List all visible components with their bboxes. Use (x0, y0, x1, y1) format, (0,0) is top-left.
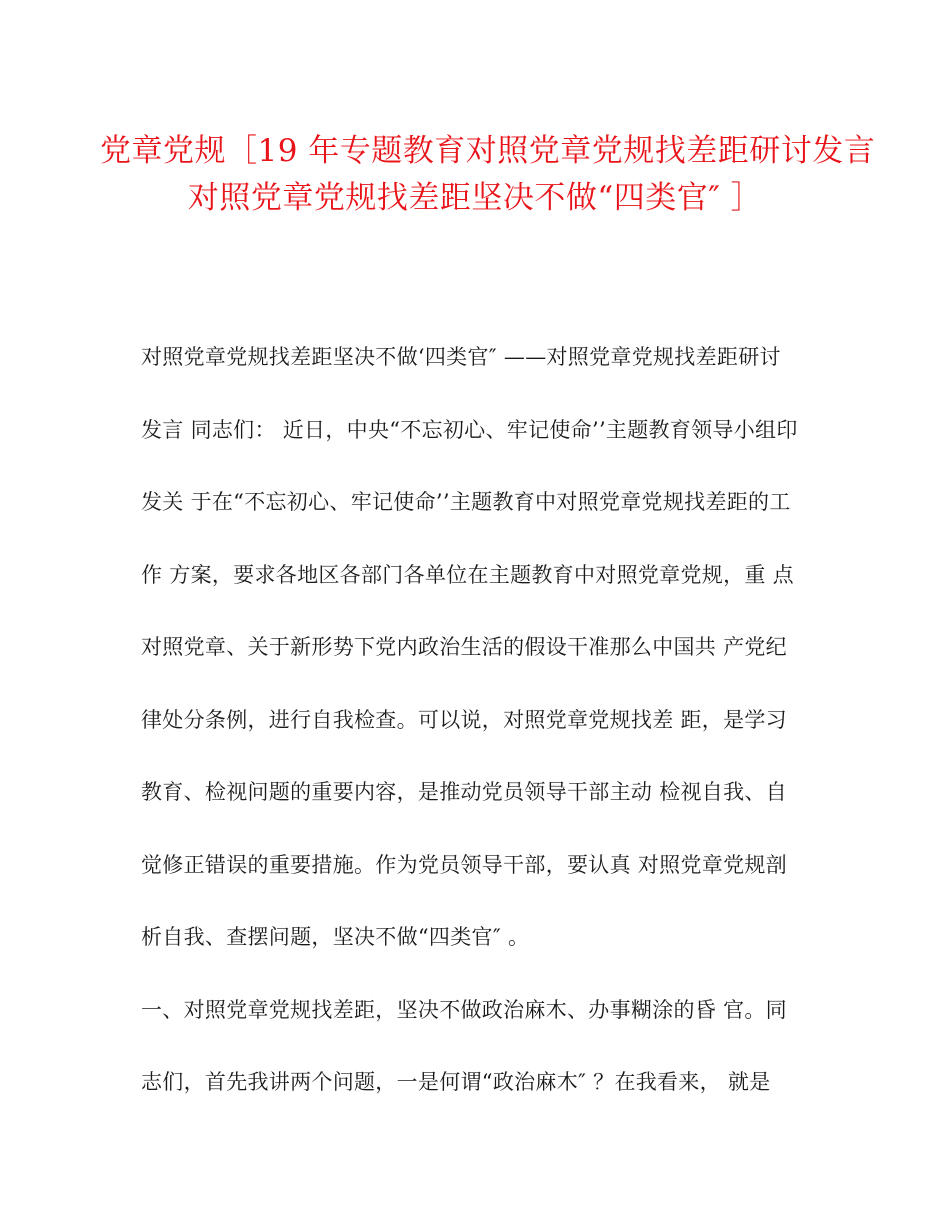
body-line: 发言 同志们： 近日，中央“不忘初心、牢记使命’’主题教育领导小组印 (141, 417, 798, 442)
body-line: 一、对照党章党规找差距，坚决不做政治麻木、办事糊涂的昏 官。同 (141, 997, 787, 1022)
title-line: 党章党规［19 年专题教育对照党章党规找差距研讨发言 (100, 133, 876, 169)
document-title (100, 128, 876, 222)
body-line: 发关 于在“不忘初心、牢记使命’’主题教育中对照党章党规找差距的工 (141, 490, 791, 514)
body-line: 对照党章党规找差距坚决不做‘四类官″ ——对照党章党规找差距研讨 (141, 345, 781, 369)
body-line: 志们，首先我讲两个问题，一是何谓“政治麻木″ ？在我看来， 就是 (141, 1070, 771, 1094)
body-line: 作 方案，要求各地区各部门各单位在主题教育中对照党章党规，重 点 (141, 562, 794, 587)
body-line: 对照党章、关于新形势下党内政治生活的假设干准那么中国共 产党纪 (141, 635, 787, 659)
title-line: 对照党章党规找差距坚决不做“四类官″ ］ (187, 180, 763, 216)
body-line: 觉修正错误的重要措施。作为党员领导干部，要认真 对照党章党规剖 (141, 852, 787, 877)
body-line: 析自我、查摆问题，坚决不做“四类官″ 。 (141, 925, 530, 949)
body-line: 律处分条例，进行自我检查。可以说，对照党章党规找差 距，是学习 (141, 707, 787, 732)
document-body (141, 337, 811, 1135)
body-line: 教育、检视问题的重要内容，是推动党员领导干部主动 检视自我、自 (141, 780, 787, 804)
